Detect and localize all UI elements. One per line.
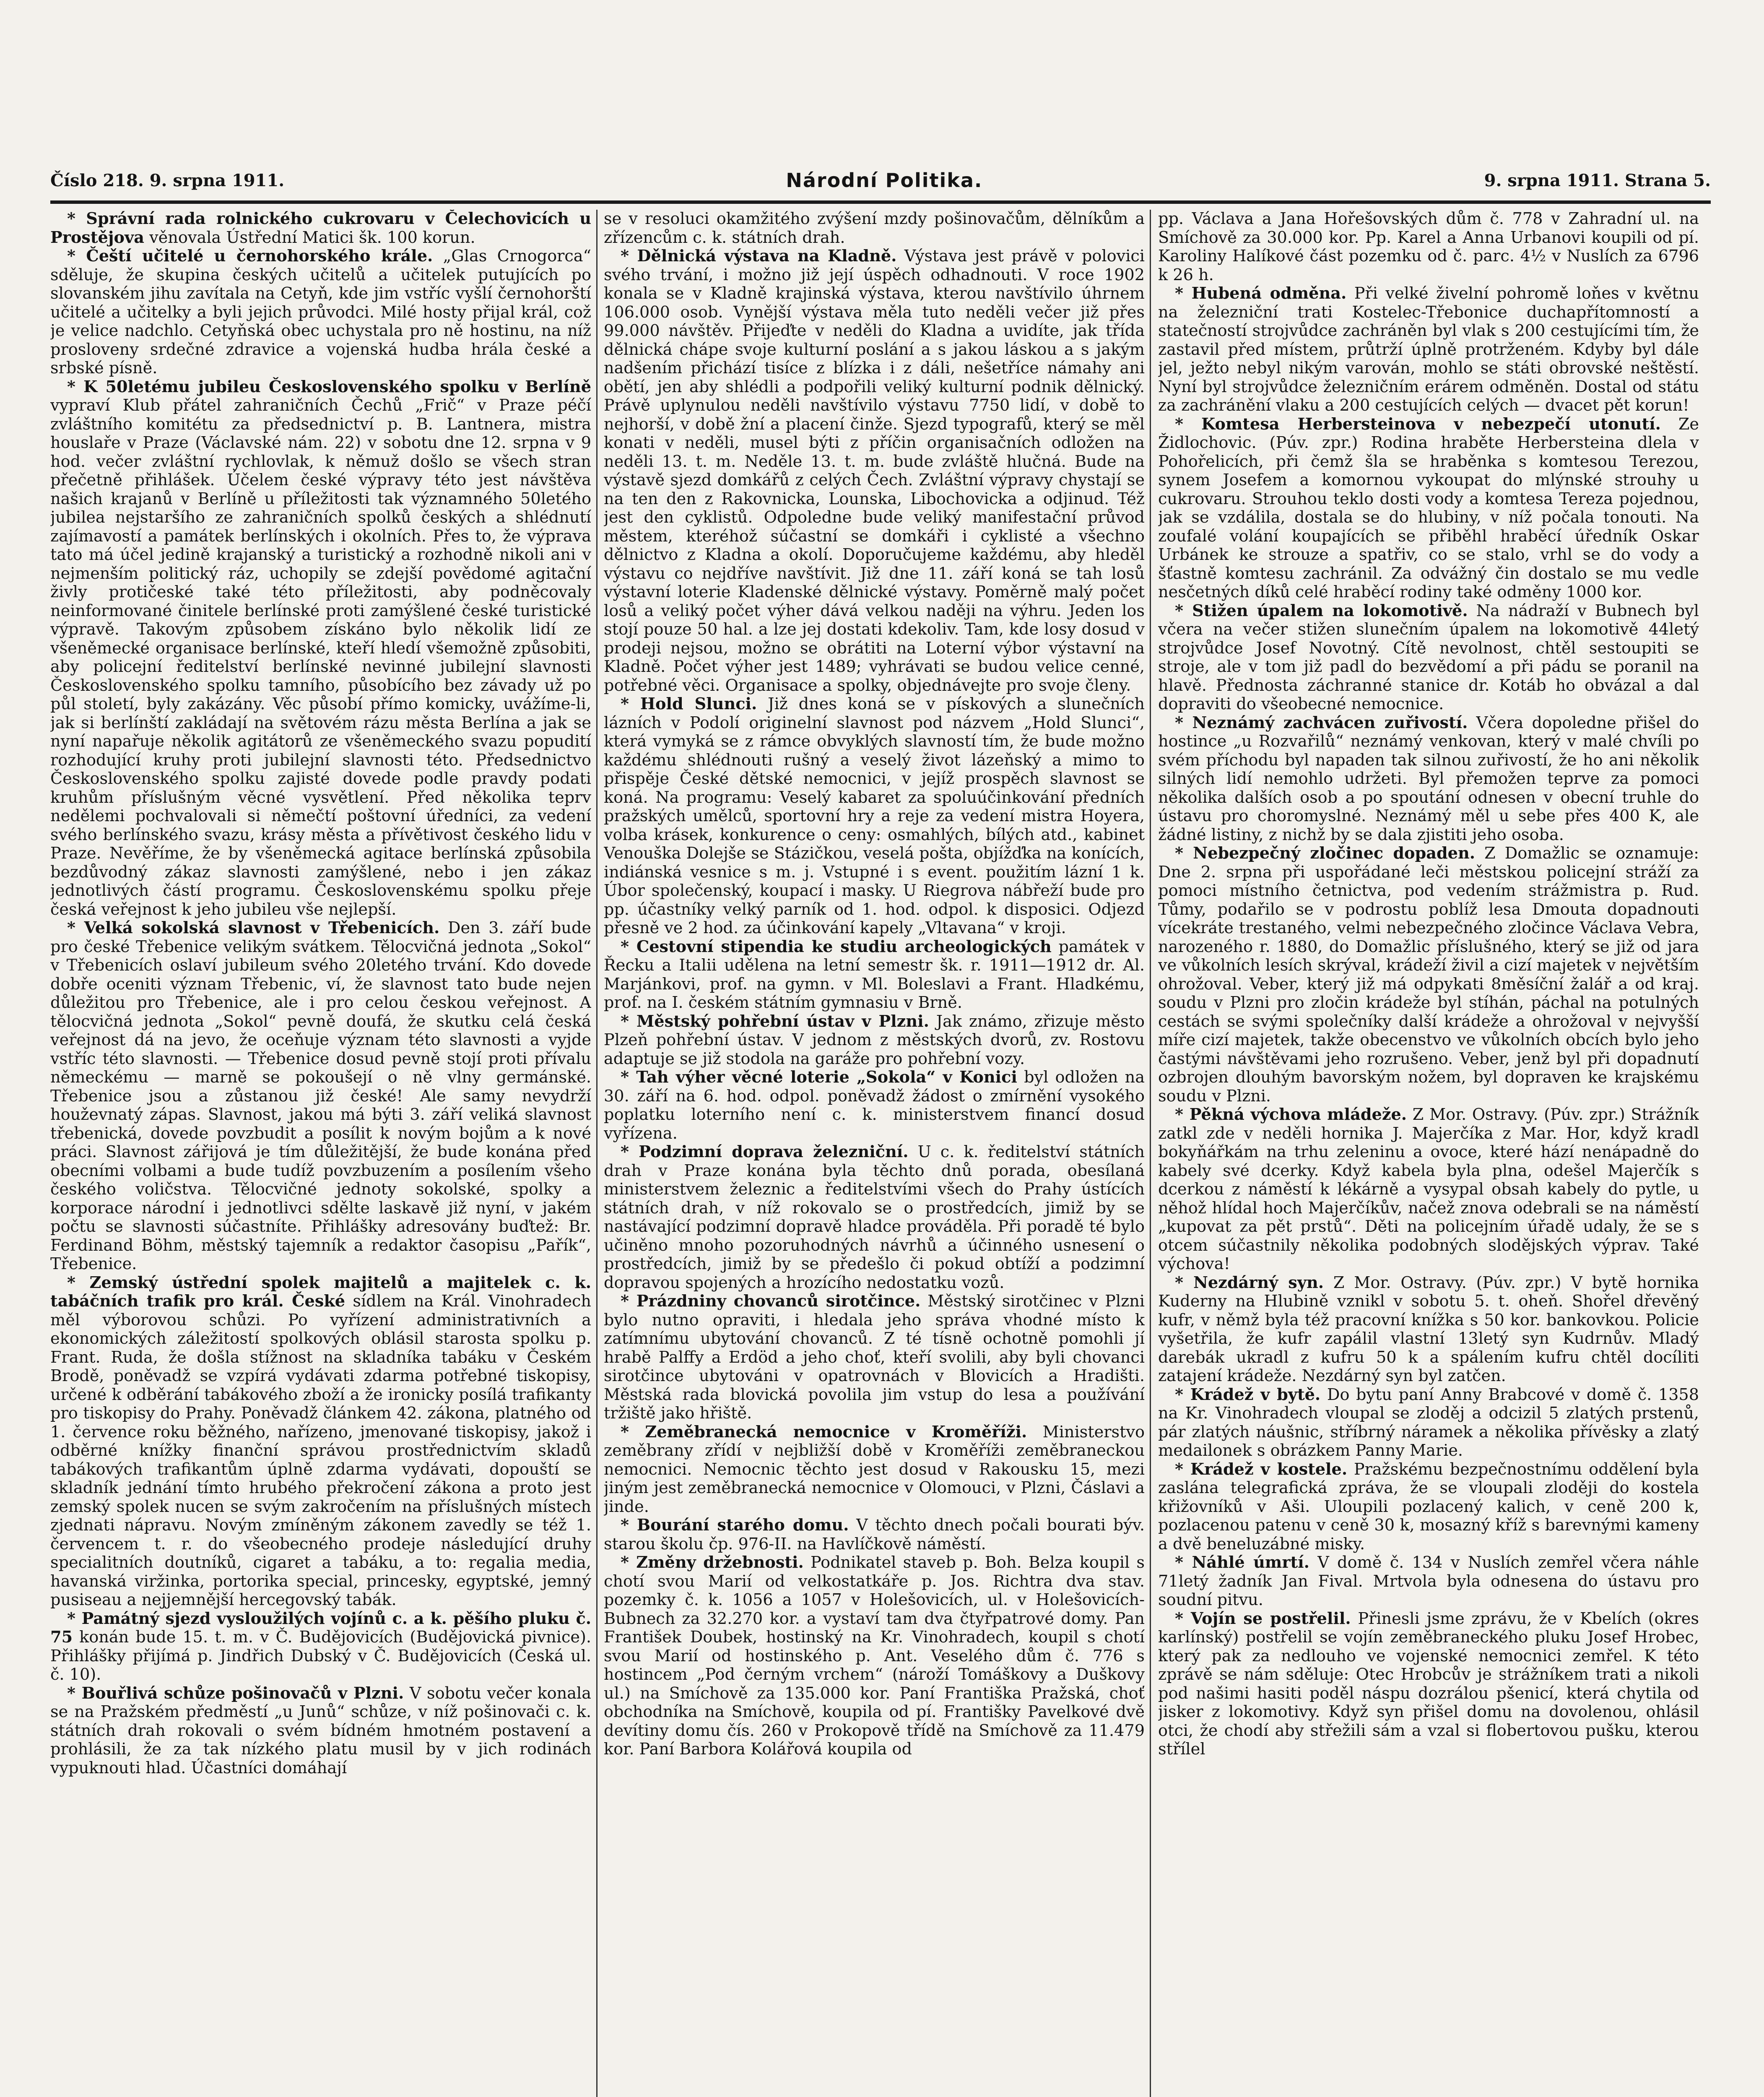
article-paragraph [1158, 844, 1699, 1106]
article-headline: * Pěkná výchova mládeže. [1175, 1105, 1407, 1124]
article-headline: * Nezdárný syn. [1175, 1273, 1324, 1292]
article-paragraph [604, 210, 1145, 247]
article-headline: * K 50letému jubileu Československého spolku v Berlíně [67, 377, 591, 396]
article-headline: * Náhlé úmrtí. [1175, 1553, 1309, 1572]
article-paragraph [1158, 1553, 1699, 1610]
article-text: V sobotu večer konala se na Pražském předměstí „u Junů“ schůze, v níž pošinovači c. k. státních drah rokovali o svém bídném hmotném postavení a prohlásili, že za tak nízkého platu musil by v jich rodinách vypuknouti hlad. Účastníci domáhají [50, 1684, 591, 1777]
article-text: Ze Židlochovic. (Púv. zpr.) Rodina hraběte Herbersteina dlela v Pohořelicích, při čemž šla se hraběnka s komtesou Terezou, synem Josefem a komornou vykoupat do mlýnské strouhy u cukrovaru. Strouhou teklo dosti vody a komtesa Tereza pojednou, jak se vzdálila, dostala se do hlubiny, v níž počala tonouti. Na zoufalé volání koupajících se přiběhl hraběcí úředník Oskar Urbánek ke strouze a spatřiv, co se stalo, vrhl se do vody a šťastně komtesu zachránil. Za odvážný čin dostalo se mu vedle nesčetných díků celé hraběcí rodiny také odměny 1000 kor. [1158, 415, 1699, 601]
article-headline: * Neznámý zachvácen zuřivostí. [1175, 713, 1468, 732]
article-paragraph [50, 1610, 591, 1684]
article-text: Výstava jest právě v polovici svého trvání, i možno již její úspěch odhadnouti. V roce 1902 konala se v Kladně krajinská výstava, kterou navštívilo úhrnem 106.000 osob. Vynější výstava měla tuto neděli večer již přes 99.000 návštěv. Přijeďte v neděli do Kladna a uvidíte, jak třída dělnická chápe svoje kulturní poslání a s jakou láskou a s jakým nadšením přichází tisíce z blízka i z dáli, nešetříce námahy ani obětí, jen aby shlédli a podpořili veliký kulturní podnik dělnický. Právě uplynulou neděli navštívilo výstavu 7750 lidí, v době to nejhorší, v době žní a placení činže. Sjezd typografů, který se měl konati v neděli, musel býti z příčin organisačních odložen na neděli 13. t. m. Neděle 13. t. m. bude zvláště hlučná. Bude na výstavě sjezd domkářů z celých Čech. Zvláštní výpravy chystají se na ten den z Rakovnicka, Lounska, Libochovicka a odjinud. Též jest den cyklistů. Odpoledne bude veliký manifestační průvod městem, kteréhož súčastní se domkáři i cyklisté a všechno dělnictvo z Kladna a okolí. Doporučujeme každému, aby hleděl výstavu co nejdříve navštívit. Již dne 11. září koná se tah losů výstavní loterie Kladenské dělnické výstavy. Poměrně malý počet losů a veliký počet výher dává velkou naději na výhru. Jeden los stojí pouze 50 hal. a lze jej dostati kdekoliv. Tam, kde losy dosud v prodeji nejsou, možno se obrátiti na Loterní výbor výstavní na Kladně. Počet výher jest 1489; vyhrávati se budou velice cenné, potřebné věci. Organisace a spolky, objednávejte pro svoje členy. [604, 247, 1145, 695]
page-header [50, 164, 1711, 197]
article-text: vypraví Klub přátel zahraničních Čechů „Frič“ v Praze péčí zvláštního komitétu za předsednictví p. B. Lantnera, mistra houslaře v Praze (Václavské nám. 22) v sobotu dne 12. srpna v 9 hod. večer zvláštní rychlovlak, k němuž došlo se všech stran přečetně přihlášek. Účelem české výpravy této jest návštěva našich krajanů v Berlíně u příležitosti tak významného 50letého jubilea nejstaršího ze zahraničních spolků českých a shlédnutí zajímavostí a památek berlínských i okolních. Přes to, že výprava tato má účel jedině krajanský a turistický a rozhodně nikoli ani v nejmenším politický ráz, uchopily se zdejší povědomé agitační živly protičeské také této příležitosti, aby podněcovaly neinformované činitele berlínské proti zamýšlené české turistické výpravě. Takovým způsobem získáno bylo několik lidí ze všeněmecké organisace berlínské, kteří hledí všemožně způsobiti, aby policejní ředitelství berlínské nevinné jubilejní slavnosti Československého spolku tamního, působícího bez závady už po půl století, byly zakázány. Věc působí přímo komicky, uvážíme-li, jak si berlínští zakládají na světovém rázu města Berlína a jak se nyní napařuje několik agitátorů ze všeněmeckého svazu popudití rozhodující kruhy proti jubilejní slavnosti této. Předsednictvo Československého spolku zajisté dovede podle pravdy podati kruhům příslušným věcné vysvětlení. Před několika teprv nedělemi pochvalovali si němečtí poštovní úředníci, za vedení svého berlínského svazu, krásy města a přívětivost českého lidu v Praze. Nevěříme, že by všeněmecká agitace berlínská způsobila bezdůvodný zákaz slavnosti zamýšlené, nebo i jen zákaz jednotlivých částí programu. Československému spolku přeje česká veřejnost k jeho jubileu vše nejlepší. [50, 396, 591, 919]
column-divider [596, 210, 598, 2097]
article-paragraph [50, 247, 591, 378]
article-headline: * Hold Slunci. [621, 695, 757, 713]
article-text: věnovala Ústřední Matici šk. 100 korun. [149, 228, 475, 247]
article-text: U c. k. ředitelství státních drah v Praze konána byla těchto dnů porada, obesílaná ministerstvem železnic a ředitelstvími všech do Prahy ústících státních drah, v níž rokovalo se o prostředcích, jimiž by se nastávající podzimní dopravě hladce prováděla. Při poradě té bylo učiněno mnoho pozoruhodných návrhů a účinného usnesení o prostředcích, jimiž by se předešlo či pokud obtíží a podzimní dopravou spojených a hrozícího nedostatku vozů. [604, 1143, 1145, 1292]
article-text: pp. Václava a Jana Hořešovských dům č. 778 v Zahradní ul. na Smíchově za 30.000 kor. Pp. Karel a Anna Urbanovi koupili od pí. Karoliny Halíkové část pozemku od č. parc. 4½ v Nuslích za 6796 k 26 h. [1158, 210, 1699, 284]
article-headline: * Tah výher věcné loterie „Sokola“ v Konici [621, 1068, 1017, 1087]
column-2 [604, 210, 1145, 2097]
masthead-title: Národní Politika. [786, 169, 983, 192]
article-headline: * Čeští učitelé u černohorského krále. [67, 247, 433, 265]
article-paragraph [50, 919, 591, 1274]
article-paragraph [1158, 415, 1699, 602]
article-paragraph [1158, 1386, 1699, 1460]
article-paragraph [50, 210, 591, 247]
article-headline: * Velká sokolská slavnost v Třebenicích. [67, 918, 440, 937]
article-paragraph [50, 378, 591, 919]
article-paragraph [604, 1068, 1145, 1143]
article-paragraph [604, 247, 1145, 695]
article-paragraph [1158, 1106, 1699, 1274]
article-text: Ministerstvo zeměbrany zřídí v nejbližší době v Kroměříži zeměbraneckou nemocnici. Nemocnic těchto jest dosud v Rakousku 15, mezi jiným jest zeměbranecká nemocnice v Olomouci, v Plzni, Čáslavi a jinde. [604, 1423, 1145, 1516]
article-text: sídlem na Král. Vinohradech měl výborovou schůzi. Po vyřízení administrativních a ekonomických záležitostí spolkových oblásil starosta spolku p. Frant. Ruda, že došla stížnost na skladníka tabáku v Českém Brodě, poněvadž se vzpírá vydávati zdarma potřebné tiskopisy, určené k odběrání tabákového zboží a že ironicky posílá trafikanty pro tiskopisy do Prahy. Poněvadž článkem 42. zákona, platného od 1. července roku běžného, nařízeno, jmenované tiskopisy, jakož i odběrné knížky finanční správou prostřednictvím skladů tabákových trafikantům úplně zdarma vydávati, dopouští se skladník jednání tímto hrubého překročení zákona a proto jest zemský spolek nucen se svým zakročením na příslušných místech zjednati nápravu. Novým zmíněným zákonem zavedly se též 1. červencem t. r. do všeobecného prodeje následující druhy specialitních doutníků, cigaret a tabáku, a to: regalia media, havanská viržinka, portorika special, princesky, egyptské, jemný pusiseau a nejjemnější hercegovský tabák. [50, 1292, 591, 1609]
article-paragraph [1158, 210, 1699, 284]
article-headline: * Stižen úpalem na lokomotivě. [1175, 601, 1468, 620]
article-text: konán bude 15. t. m. v Č. Budějovicích (Budějovická pivnice). Přihlášky přijímá p. Jindřich Dubský v Č. Budějovicích (Česká ul. č. 10). [50, 1628, 591, 1684]
article-text: Pražskému bezpečnostnímu oddělení byla zaslána telegrafická zpráva, že se vloupali zloději do kostela křižovníků v Aši. Uloupili pozlacený kalich, v ceně 200 k, pozlacenou patenu v ceně 30 k, mosazný kříž s barevnými kameny a dvě beneluzábné misky. [1158, 1460, 1699, 1553]
article-headline: * Nebezpečný zločinec dopaden. [1175, 844, 1476, 863]
article-headline: * Správní rada rolnického cukrovaru v Čelechovicích u Prostějova [50, 210, 591, 247]
article-paragraph [1158, 284, 1699, 415]
column-1 [50, 210, 591, 2097]
article-headline: * Cestovní stipendia ke studiu archeologických [621, 937, 1052, 956]
article-headline: * Městský pohřební ústav v Plzni. [621, 1012, 929, 1031]
article-paragraph [604, 1516, 1145, 1553]
article-headline: * Podzimní doprava železniční. [621, 1142, 909, 1161]
article-paragraph [1158, 1274, 1699, 1386]
article-paragraph [604, 1553, 1145, 1759]
article-headline: * Vojín se postřelil. [1175, 1609, 1351, 1628]
article-paragraph [1158, 1460, 1699, 1554]
article-text: Den 3. září bude pro české Třebenice velikým svátkem. Tělocvičná jednota „Sokol“ v Třebenicích oslaví jubileum svého 20letého trvání. Kdo dovede dobře oceniti význam Třebenic, ví, že slavnost tato bude nejen důležitou pro Třebenice, ale i pro celou českou veřejnost. A tělocvičná jednota „Sokol“ pevně doufá, že skutku celá česká veřejnost dá na jevo, že oceňuje význam této slavnosti a vyjde vstříc této slavnosti. — Třebenice dosud pevně stojí proti přívalu německému — marně se pokoušejí o ně vlny germánské. Třebenice jsou a zůstanou již české! Ale samy nevydrží houževnatý zápas. Slavnost, jakou má býti 3. září veliká slavnost třebenická, dovede povzbudit a posílit k novým bojům a k nové práci. Slavnost zářijová je tím důležitější, že bude konána před obecními volbami a bude tudíž povzbuzením a posílením všeho českého voličstva. Tělocvičné jednoty sokolské, spolky a korporace národní i jednotlivci sdělte laskavě již nyní, v jakém počtu se slavnosti súčastníte. Přihlášky adresovány buďtež: Br. Ferdinand Böhm, městský tajemník a redaktor časopisu „Pařík“, Třebenice. [50, 919, 591, 1273]
article-text: Na nádraží v Bubnech byl včera na večer stižen slunečním úpalem na lokomotivě 44letý strojvůdce Josef Novotný. Cítě nevolnost, chtěl sestoupiti se stroje, ale v tom již padl do bezvědomí a při pádu se poranil na hlavě. Přednosta záchranné stanice dr. Kotáb ho obvázal a dal dopraviti do všeobecné nemocnice. [1158, 601, 1699, 713]
article-paragraph [1158, 1610, 1699, 1759]
article-text: Přinesli jsme zprávu, že v Kbelích (okres karlínský) postřelil se vojín zeměbraneckého pluku Josef Hrobec, který pak za nedlouho ve vojenské nemocnici zemřel. K této zprávě se nám sděluje: Otec Hrobcův je strážníkem trati a nikoli pod našimi hasiti poděl náspu dozrálou pšenicí, která chytila od jisker z lokomotivy. Když syn přišel domu na dovolenou, ohlásil otci, že chodí aby střežili sám a vzal si flobertovou pušku, kterou střílel [1158, 1609, 1699, 1759]
article-text: byl odložen na 30. září na 6. hod. odpol. poněvadž žádost o zmírnění vysokého poplatku loterního není c. k. ministerstvem financí dosud vyřízena. [604, 1068, 1145, 1143]
date-page-number: 9. srpna 1911. Strana 5. [1484, 170, 1711, 190]
column-divider [1150, 210, 1151, 2097]
article-text: Již dnes koná se v pískových a slunečních lázních v Podolí originelní slavnost pod názvem „Hold Slunci“, která vymyká se z rámce obvyklých slavností tím, že bude možno každému shlédnouti rušný a veselý život lázeňský a mimo to přispěje České dětské nemocnici, v jejíž prospěch slavnost se koná. Na programu: Veselý kabaret za spoluúčinkování předních pražských umělců, sportovní hry a reje za vedení mistra Hoyera, volba krásek, konkurence o ceny: osmahlých, bílých atd., kabinet Venouška Dolejše se Stázičkou, veselá pošta, objížďka na konících, indiánská vesnice s m. j. Vstupné i s event. použitím lázní 1 k. Úbor společenský, koupací i masky. U Riegrova nábřeží bude pro pp. účastníky velký parník od 1. hod. odpol. k disposici. Odjezd přesně ve 2 hod. za účinkování kapely „Vltavana“ v kroji. [604, 695, 1145, 937]
column-3 [1158, 210, 1699, 2097]
article-paragraph [604, 1012, 1145, 1069]
article-paragraph [1158, 602, 1699, 714]
article-paragraph [604, 1292, 1145, 1423]
article-headline: * Komtesa Herbersteinova v nebezpečí utonutí. [1175, 414, 1661, 434]
article-paragraph [50, 1684, 591, 1778]
article-paragraph [604, 1423, 1145, 1517]
article-text: V těchto dnech počali bourati býv. starou školu čp. 976-II. na Havlíčkově náměstí. [604, 1516, 1145, 1553]
article-text: se v resoluci okamžitého zvýšení mzdy pošinovačům, dělníkům a zřízencům c. k. státních drah. [604, 210, 1145, 247]
article-text: „Glas Crnogorca“ sděluje, že skupina českých učitelů a učitelek putujících po slovanském jihu zavítala na Cetyň, kde jim vstříc vyšlí černohorští učitelé a učitelky a byli jejich průvodci. Milé hosty přijal král, což je velice nadchlo. Cetyňská obec uchystala pro ně hostinu, na níž prosloveny srdečné zdravice a vojenská hudba hrála české a srbské písně. [50, 247, 591, 377]
article-headline: * Zemský ústřední spolek majitelů a majitelek c. k. tabáčních trafik pro král. České [50, 1273, 591, 1311]
article-text: Městský sirotčinec v Plzni bylo nutno opraviti, i hledala jeho správa vhodné místo k zatímnímu ubytování chovanců. Z té tísně ochotně pomohli jí hrabě Palffy a Erdöd a jeho choť, kteří svolili, aby byli chovanci sirotčince ubytováni v opatrovnách v Blovicích a Hradišti. Městská rada blovická povolila jim vstup do lesa a používání tržiště jako hřiště. [604, 1292, 1145, 1423]
article-headline: * Krádež v bytě. [1175, 1385, 1321, 1404]
header-rule [50, 200, 1711, 204]
article-headline: * Zeměbranecká nemocnice v Kroměříži. [621, 1422, 1027, 1441]
article-headline: * Prázdniny chovanců sirotčince. [621, 1292, 921, 1311]
article-text: V domě č. 134 v Nuslích zemřel včera náhle 71letý žadník Jan Fival. Mrtvola byla odnesena do ústavu pro soudní pitvu. [1158, 1553, 1699, 1609]
article-paragraph [1158, 714, 1699, 845]
article-paragraph [604, 1143, 1145, 1292]
article-text: Z Mor. Ostravy. (Púv. zpr.) V bytě hornika Kuderny na Hlubině vznikl v sobotu 5. t. oheň. Shořel dřevěný kufr, v němž byla též pracovní knížka s 50 kor. bankovkou. Policie vyšetřila, že kufr zapálil vlastní 13letý syn Kudrnův. Mladý darebák ukradl z kufru 50 k a spálením kufru chtěl docíliti zatajení krádeže. Nezdárný syn byl zatčen. [1158, 1273, 1699, 1385]
article-text: Z Mor. Ostravy. (Púv. zpr.) Strážník zatkl zde v neděli hornika J. Majerčíka z Mar. Hor, když kradl bokyňářkám na trhu zeleninu a ovoce, které hází nenápadně do kabely své dcerky. Když kabela byla plna, odešel Majerčík s dcerkou z náměstí k lékárně a vysypal obsah kabely do pytle, u něhož hlídal hoch Majerčíkův, načež znova odebrali se na náměstí „kupovat za pět prstů“. Děti na policejním úřadě udaly, že se s otcem súčastnily několika podobných slodějských výprav. Také výchova! [1158, 1106, 1699, 1273]
article-text: Podnikatel staveb p. Boh. Belza koupil s chotí svou Marií od velkostatkáře p. Jos. Richtra dva stav. pozemky č. k. 1056 a 1057 v Holešovicích, ul. v Holešovicích-Bubnech za 32.270 kor. a vystaví tam dva čtyřpatrové domy. Pan František Doubek, hostinský na Kr. Vinohradech, koupil s chotí svou Marií od hostinského p. Ant. Veselého dům č. 776 s hostincem „Pod černým vrchem“ (nároží Tomáškovy a Duškovy ul.) na Smíchově za 135.000 kor. Paní Františka Pražská, choť obchodníka na Smíchově, koupila od pí. Františky Pavelkové dvě devítiny domu čís. 260 v Prokopově třídě na Smíchově za 11.479 kor. Paní Barbora Kolářová koupila od [604, 1553, 1145, 1759]
article-headline: * Památný sjezd vysloužilých vojínů c. a k. pěšího pluku č. 75 [50, 1609, 591, 1647]
article-text: Při velké živelní pohromě loňes v květnu na železniční trati Kostelec-Třebonice duchapřítomností a statečností strojvůdce zachráněn byl vlak s 200 cestujícími tím, že zastavil před místem, průtrží úplně protrženém. Kdyby byl dále jel, ježto nebyl nikým varován, mohlo se státi obrovské neštěstí. Nyní byl strojvůdce železničním erárem odměněn. Dostal od státu za zachránění vlaku a 200 cestujících celých — dvacet pět korun! [1158, 284, 1699, 415]
article-headline: * Krádež v kostele. [1175, 1460, 1348, 1479]
article-headline: * Hubená odměna. [1175, 284, 1347, 303]
article-text: památek v Řecku a Italii udělena na letní semestr šk. r. 1911—1912 dr. Al. Marjánkovi, prof. na gymn. v Ml. Boleslavi a Frant. Hladkému, prof. na I. českém státním gymnasiu v Brně. [604, 937, 1145, 1012]
article-text: Do bytu paní Anny Brabcové v domě č. 1358 na Kr. Vinohradech vloupal se zloděj a odcizil 5 zlatých prstenů, pár zlatých náušnic, stříbrný náramek a několika přívěsky a zlatý medailonek s obrázkem Panny Marie. [1158, 1385, 1699, 1460]
article-paragraph [50, 1274, 591, 1610]
article-text: Včera dopoledne přišel do hostince „u Rozvařilů“ neznámý venkovan, který v malé chvíli po svém příchodu byl napaden tak silnou zuřivostí, že ho ani několik silných lidí nemohlo udržeti. Byl přemožen teprve za pomoci několika dalších osob a po spoutání odnesen v obecní truhle do ústavu pro choromyslné. Neznámý měl u sebe přes 400 K, ale žádné listiny, z nichž by se dala zjistiti jeho osoba. [1158, 713, 1699, 844]
article-text: Jak známo, zřizuje město Plzeň pohřební ústav. V jednom z městských dvorů, zv. Rostovu adaptuje se již stodola na garáže pro pohřební vozy. [604, 1012, 1145, 1068]
article-paragraph [604, 695, 1145, 938]
article-headline: * Bourání starého domu. [621, 1516, 849, 1535]
issue-number: Číslo 218. 9. srpna 1911. [50, 170, 285, 190]
article-headline: * Dělnická výstava na Kladně. [621, 247, 897, 265]
article-headline: * Změny držebnosti. [621, 1553, 804, 1572]
article-text: Z Domažlic se oznamuje: Dne 2. srpna při uspořádané leči městskou policejní stráží za pomoci místního četnictva, pod vedením strážmistra p. Rud. Tůmy, podařilo se v podrostu poblíž lesa Dmouta dopadnouti vícekráte trestaného, velmi nebezpečného zločince Václava Vebra, narozeného r. 1880, do Domažlic příslušného, který se již od jara ve vůkolních lesích skrýval, krádeží živil a cizí majetek v největším ohrožoval. Veber, který již má odpykati 8měsíční žalář a od kraj. soudu v Plzni pro zločin krádeže byl stíhán, páchal na potulných cestách se svými společníky další krádeže a ohrožoval v nejvyšší míře cizí majetek, takže obecenstvo ve vůkolních obcích bylo jeho častými návštěvami jeho rozrušeno. Veber, jenž byl při dopadnutí ozbrojen dlouhým bavorským nožem, byl dopraven ke krajskému soudu v Plzni. [1158, 844, 1699, 1106]
article-paragraph [604, 938, 1145, 1012]
article-headline: * Bouřlivá schůze pošinovačů v Plzni. [67, 1683, 404, 1703]
